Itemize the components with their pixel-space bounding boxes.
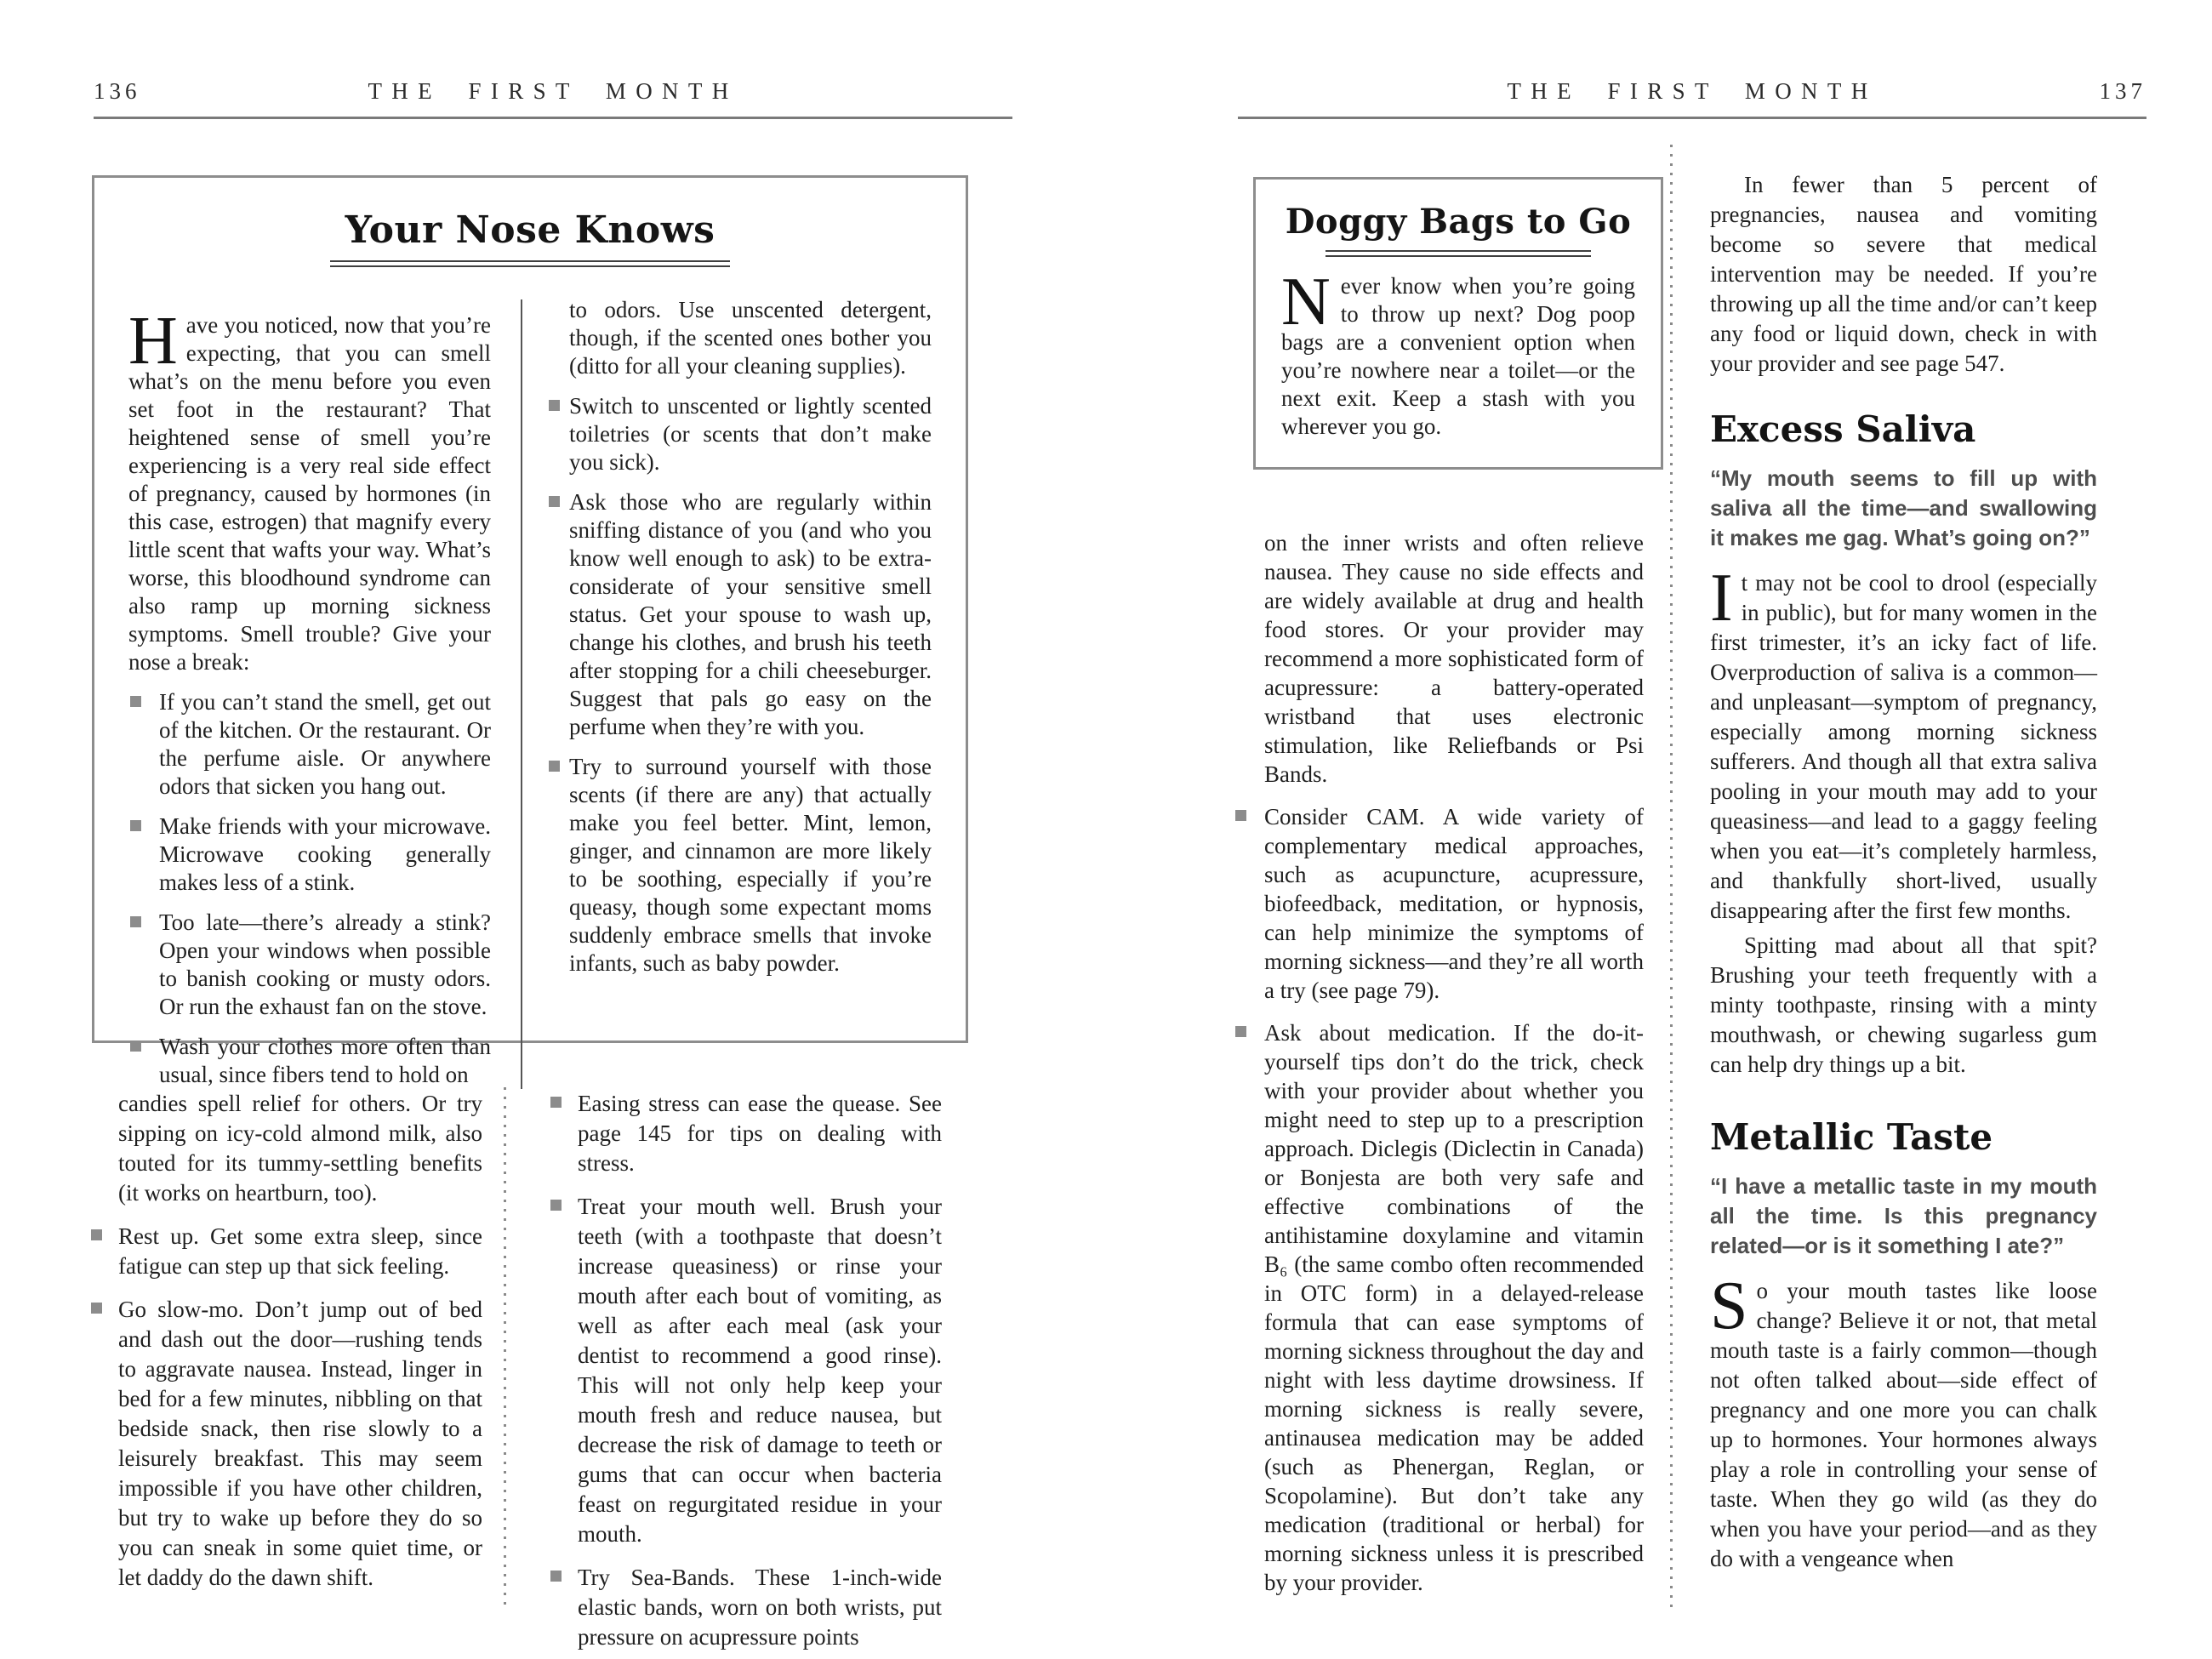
- bullet-square-icon: [549, 496, 560, 507]
- paragraph-text: t may not be cool to drool (especially in public), but for many women in the first trimester, it’s an icky fact of life. Overproduction of saliva is a common—and unpleasant—symptom of pregnancy, especially among morning sickness sufferers. And though all that extra saliva pooling in your mouth may add to your queasiness—and lead to a gaggy feeling when you eat—it’s completely harmless, and thankfully short-lived, usually disappearing after the first few months.: [1710, 570, 2097, 923]
- section-heading-metallic-taste: Metallic Taste: [1710, 1116, 1993, 1158]
- paragraph: [1710, 561, 2097, 926]
- page-137-column-2: [1710, 170, 2097, 1574]
- list-item-text: Treat your mouth well. Brush your teeth (with a toothpaste that doesn’t increase queasiness) or rinse your mouth after each bout of vomiting, as well as after each meal (ask your dentist to recommend a good rinse). This will not only help keep your mouth fresh and reduce nausea, but decrease the risk of damage to teeth or gums that can occur when bacteria feast on regurgitated residue in your mouth.: [578, 1194, 942, 1547]
- list-item-text: Wash your clothes more often than usual, since fibers tend to hold on: [159, 1034, 492, 1087]
- page-136-header: [94, 78, 1012, 119]
- title-double-rule-nose: [330, 260, 730, 267]
- continuation-paragraph: to odors. Use unscented detergent, though, if the scented ones bother you (ditto for all your cleaning supplies).: [568, 297, 932, 379]
- nose-box-column-1: [128, 296, 491, 1089]
- list-item-text: Make friends with your microwave. Microwave cooking generally makes less of a stink.: [159, 813, 492, 895]
- bullet-square-icon: [1235, 1026, 1246, 1037]
- list-item: [549, 1563, 942, 1652]
- bullet-square-icon: [1235, 810, 1246, 821]
- list-item-text: Too late—there’s already a stink? Open your windows when possible to banish cooking or musty odors. Or run the exhaust fan on the stove.: [159, 909, 492, 1019]
- list-item-text: Try to surround yourself with those scents (if there are any) that actually make you feel better. Mint, lemon, ginger, and cinnamon are more likely to be soothing, especially if you’re queasy, though some expectant moms suddenly embrace smells that invoke infants, such as baby powder.: [568, 754, 932, 976]
- paragraph-text: ever know when you’re going to throw up next? Dog poop bags are a convenient option when you’re nowhere near a toilet—or the next exit. Keep a stash with you wherever you go.: [1281, 273, 1635, 439]
- list-item: [549, 1192, 942, 1549]
- list-item: [89, 1295, 482, 1593]
- list-item: [569, 488, 932, 741]
- reader-question-quote: “My mouth seems to fill up with saliva all the time—and swallowing it makes me gag. What’s going on?”: [1710, 465, 2097, 550]
- dropcap-h: H: [128, 304, 178, 379]
- bullet-square-icon: [550, 1200, 562, 1211]
- paragraph: Spitting mad about all that spit? Brushing your teeth frequently with a minty toothpaste, rinsing with a minty mouthwash, or chewing sugarless gum can help dry things up a bit.: [1710, 932, 2097, 1077]
- list-item-text: Easing stress can ease the quease. See page 145 for tips on dealing with stress.: [578, 1091, 942, 1176]
- nose-bullet-list-1: [128, 688, 491, 1089]
- page-137-column-1: [1234, 528, 1644, 1597]
- bullet-square-icon: [549, 400, 560, 411]
- continuation-paragraph: candies spell relief for others. Or try sipping on icy-cold almond milk, also touted for its tummy-settling benefits (it works on heartburn, too).: [118, 1091, 482, 1206]
- dropcap-i: I: [1710, 561, 1733, 636]
- box-title-nose: Your Nose Knows: [345, 208, 715, 252]
- running-head-left: THE FIRST MONTH: [368, 78, 738, 104]
- paragraph-text: o your mouth tastes like loose change? Believe it or not, that metal mouth taste is a fairly common—though not often talked about—side effect of pregnancy and one more you can chalk up to hormones. Your hormones always play a role in controlling your sense of taste. When they go wild (as they do when you have your period—and as they do with a vengeance when: [1710, 1278, 2097, 1571]
- list-item: [128, 812, 491, 897]
- list-item: [569, 392, 932, 476]
- bullet-square-icon: [550, 1571, 562, 1582]
- list-item: [1234, 1018, 1644, 1597]
- bullet-square-icon: [130, 1040, 141, 1052]
- running-head-right: THE FIRST MONTH: [1507, 78, 1878, 104]
- dropcap-s: S: [1710, 1268, 1748, 1343]
- column-divider-dotted-137: [1670, 145, 1673, 1608]
- list-item: [128, 1033, 491, 1089]
- list-item-text: Try Sea-Bands. These 1-inch-wide elastic bands, worn on both wrists, put pressure on acupressure points: [578, 1565, 942, 1650]
- paragraph-text: ave you noticed, now that you’re expecting, that you can smell what’s on the menu before you even set foot in the restaurant? That heightened sense of smell you’re experiencing is a very real side effect of pregnancy, caused by hormones (in this case, estrogen) that magnify every little scent that wafts your way. What’s worse, this bloodhound syndrome can also ramp up morning sickness symptoms. Smell trouble? Give your nose a break:: [128, 312, 492, 675]
- doggy-bags-box: [1253, 177, 1663, 470]
- nose-box-columns: [128, 296, 932, 1089]
- page-137-header: [1238, 78, 2146, 119]
- paragraph: [1281, 265, 1635, 441]
- list-item: [128, 688, 491, 801]
- box-title-doggy: Doggy Bags to Go: [1285, 202, 1632, 242]
- paragraph: [128, 304, 492, 676]
- page-136-lower-column-2: [549, 1089, 942, 1652]
- page-136-lower-column-1: [89, 1089, 482, 1593]
- lower-bullet-list-1: [89, 1222, 482, 1593]
- lower-bullet-list-2: [549, 1089, 942, 1652]
- bullet-square-icon: [130, 820, 141, 831]
- box-column-divider: [521, 299, 522, 1089]
- reader-question-quote: “I have a metallic taste in my mouth all the time. Is this pregnancy related—or is it something I ate?”: [1710, 1173, 2097, 1258]
- bullet-square-icon: [549, 761, 560, 772]
- list-item-text: Ask about medication. If the do-it-yourself tips don’t do the trick, check with your provider about whether you might need to step up to a prescription approach. Diclegis (Diclectin in Canada) or Bonjesta are both very safe and effective combinations of the antihistamine doxylamine and vitamin B₆ (the same combo often recommended in OTC form) in a delayed-release formula that can ease symptoms of morning sickness throughout the day and night with less daytime drowsiness. If morning sickness is really severe, antinausea medication may be added (such as Phenergan, Reglan, or Scopolamine). But don’t take any medication (traditional or herbal) for morning sickness unless it is prescribed by your provider.: [1264, 1020, 1644, 1595]
- paragraph: In fewer than 5 percent of pregnancies, nausea and vomiting become so severe that medical intervention may be needed. If you’re throwing up all the time and/or can’t keep any food or liquid down, check in with your provider and see page 547.: [1710, 172, 2097, 376]
- list-item-text: Rest up. Get some extra sleep, since fatigue can step up that sick feeling.: [118, 1223, 482, 1279]
- list-item: [128, 909, 491, 1021]
- list-item: [569, 753, 932, 978]
- list-item-text: Ask those who are regularly within sniffing distance of you (and who you know well enough to ask) to be extra-considerate of your sensitive smell status. Get your spouse to wash up, change his clothes, and brush his teeth after stopping for a chili cheeseburger. Suggest that pals go easy on the perfume when they’re with you.: [568, 489, 932, 739]
- nose-box-column-2: [550, 296, 932, 1089]
- list-item: [1234, 802, 1644, 1005]
- your-nose-knows-box: [92, 175, 968, 1087]
- page-137-bullet-list: [1234, 802, 1644, 1597]
- dropcap-n: N: [1281, 265, 1331, 339]
- bullet-square-icon: [130, 696, 141, 707]
- list-item-text: Go slow-mo. Don’t jump out of bed and dash out the door—rushing tends to aggravate nausea. Instead, linger in bed for a few minutes, nibbling on that bedside snack, then rise slowly to a leisurely breakfast. This may seem impossible if you have other children, but try to wake up before they do so you can sneak in some quiet time, or let daddy do the dawn shift.: [118, 1297, 482, 1590]
- bullet-square-icon: [91, 1229, 102, 1240]
- bullet-square-icon: [130, 916, 141, 927]
- list-item: [89, 1222, 482, 1281]
- title-double-rule-doggy: [1325, 250, 1591, 257]
- page-number-right: 137: [2099, 78, 2146, 104]
- page-number-left: 136: [94, 78, 141, 104]
- column-divider-dotted-136: [504, 1087, 506, 1608]
- continuation-paragraph: on the inner wrists and often relieve nausea. They cause no side effects and are widely available at drug and health food stores. Or your provider may recommend a more sophisticated form of acupressure: a battery-operated wristband that uses electronic stimulation, like Reliefbands or Psi Bands.: [1264, 530, 1644, 787]
- bullet-square-icon: [91, 1303, 102, 1314]
- paragraph: [1710, 1268, 2097, 1574]
- section-heading-excess-saliva: Excess Saliva: [1710, 408, 1976, 450]
- bullet-square-icon: [550, 1097, 562, 1108]
- list-item: [549, 1089, 942, 1178]
- nose-bullet-list-2: [569, 392, 932, 978]
- list-item-text: Switch to unscented or lightly scented toiletries (or scents that don’t make you sick).: [568, 393, 932, 475]
- list-item-text: If you can’t stand the smell, get out of the kitchen. Or the restaurant. Or the perfume aisle. Or anywhere odors that sicken you hang out.: [159, 689, 492, 799]
- list-item-text: Consider CAM. A wide variety of complementary medical approaches, such as acupuncture, acupressure, biofeedback, meditation, or hypnosis, can help minimize the symptoms of morning sickness—and they’re all worth a try (see page 79).: [1264, 804, 1644, 1003]
